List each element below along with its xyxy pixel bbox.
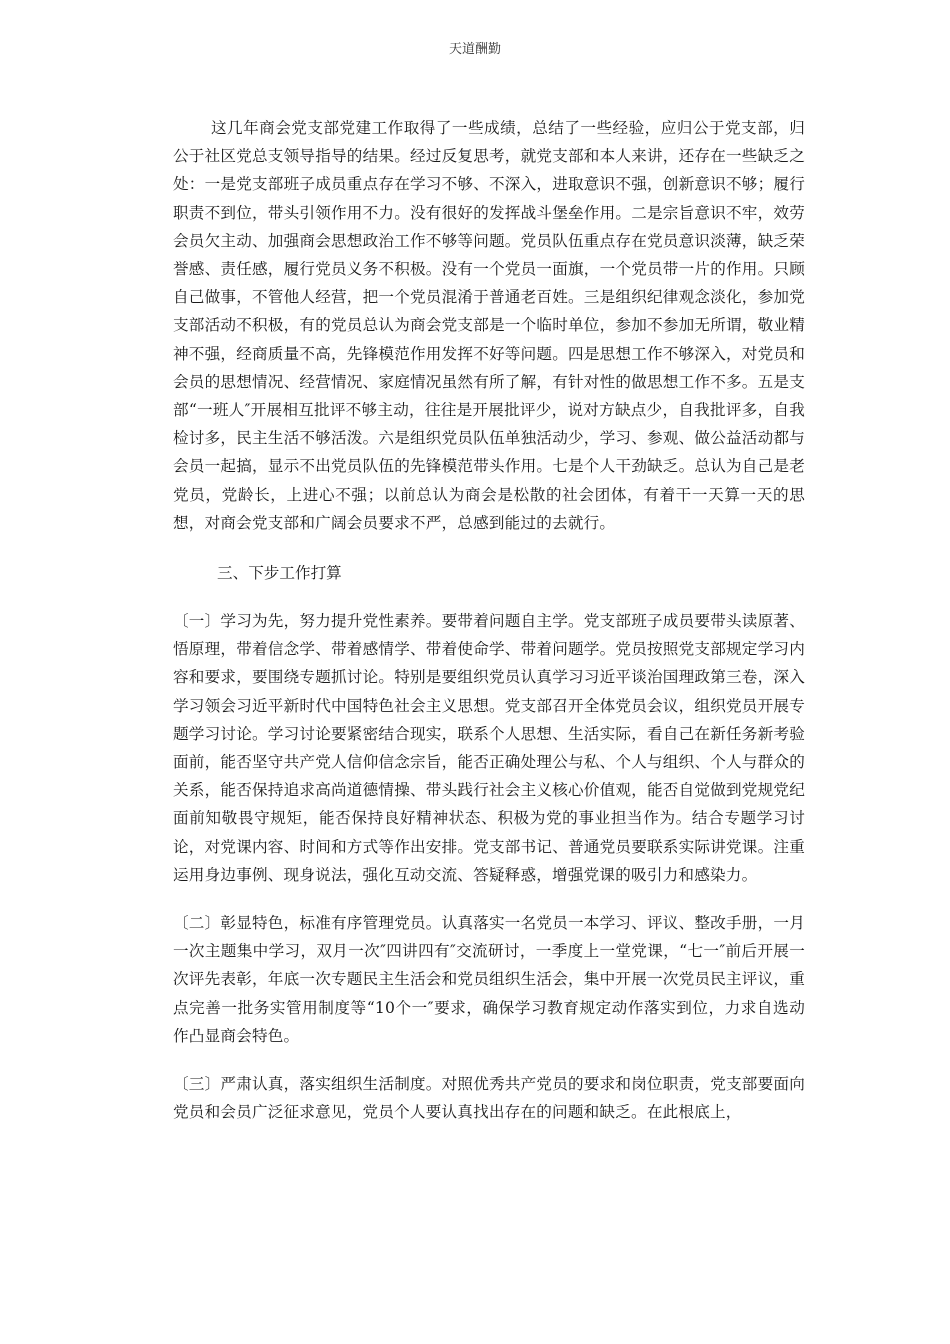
section-heading-next-steps: 三、下步工作打算 bbox=[217, 564, 342, 583]
page-header: 天道酬勤 bbox=[448, 42, 501, 57]
paragraph-manage-members: 〔二〕彰显特色，标准有序管理党员。认真落实一名党员一本学习、评议、整改手册，一月一次主题集中学习，双月一次″四讲四有″交流研讨，一季度上一堂党课，“七一″前后开展一次评先表彰，年底一次专题民主生活会和党员组织生活会，集中开展一次党员民主评议，重点完善一批务实管用制度等“10个一″要求，确保学习教育规定动作落实到位，力求自选动作凸显商会特色。 bbox=[173, 914, 805, 1045]
paragraph-shortcomings: 这几年商会党支部党建工作取得了一些成绩，总结了一些经验，应归公于党支部，归公于社区党总支领导指导的结果。经过反复思考，就党支部和本人来讲，还存在一些缺乏之处：一是党支部班子成员重点存在学习不够、不深入，进取意识不强，创新意识不够；履行职责不到位，带头引领作用不力。没有很好的发挥战斗堡垒作用。二是宗旨意识不牢，效劳会员欠主动、加强商会思想政治工作不够等问题。党员队伍重点存在党员意识淡薄，缺乏荣誉感、责任感，履行党员义务不积极。没有一个党员一面旗，一个党员带一片的作用。只顾自己做事，不管他人经营，把一个党员混淆于普通老百姓。三是组织纪律观念淡化，参加党支部活动不积极，有的党员总认为商会党支部是一个临时单位，参加不参加无所谓，敬业精神不强，经商质量不高，先锋模范作用发挥不好等问题。四是思想工作不够深入，对党员和会员的思想情况、经营情况、家庭情况虽然有所了解，有针对性的做思想工作不多。五是支部“一班人″开展相互批评不够主动，往往是开展批评少，说对方缺点少，自我批评多，自我检讨多，民主生活不够活泼。六是组织党员队伍单独活动少，学习、参观、做公益活动都与会员一起搞，显示不出党员队伍的先锋模范带头作用。七是个人干劲缺乏。总认为自己是老党员，党龄长，上进心不强；以前总认为商会是松散的社会团体，有着干一天算一天的思想，对商会党支部和广阔会员要求不严，总感到能过的去就行。 bbox=[173, 119, 805, 532]
paragraph-study-first: 〔一〕学习为先，努力提升党性素养。要带着问题自主学。党支部班子成员要带头读原著、悟原理，带着信念学、带着感情学、带着使命学、带着问题学。党员按照党支部规定学习内容和要求，要围绕专题抓讨论。特别是要组织党员认真学习习近平谈治国理政第三卷，深入学习领会习近平新时代中国特色社会主义思想。党支部召开全体党员会议，组织党员开展专题学习讨论。学习讨论要紧密结合现实，联系个人思想、生活实际，看自己在新任务新考验面前，能否坚守共产党人信仰信念宗旨，能否正确处理公与私、个人与组织、个人与群众的关系，能否保持追求高尚道德情操、带头践行社会主义核心价值观，能否自觉做到党规党纪面前知敬畏守规矩，能否保持良好精神状态、积极为党的事业担当作为。结合专题学习讨论，对党课内容、时间和方式等作出安排。党支部书记、普通党员要联系实际讲党课。注重运用身边事例、现身说法，强化互动交流、答疑释惑，增强党课的吸引力和感染力。 bbox=[173, 612, 805, 884]
document-body bbox=[173, 114, 805, 1127]
paragraph-organization-life: 〔三〕严肃认真，落实组织生活制度。对照优秀共产党员的要求和岗位职责，党支部要面向党员和会员广泛征求意见，党员个人要认真找出存在的问题和缺乏。在此根底上， bbox=[173, 1075, 805, 1122]
